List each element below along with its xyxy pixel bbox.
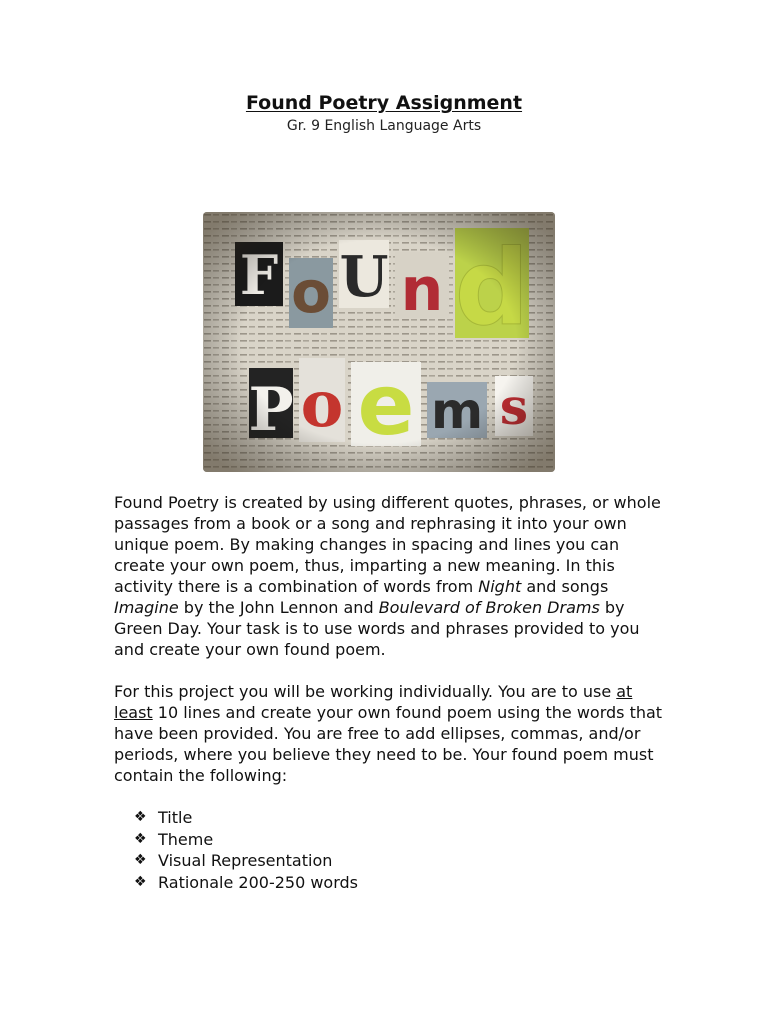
emphasis-at-least: at least [114,682,633,722]
title-night: Night [478,577,522,596]
intro-paragraph: Found Poetry is created by using different quotes, phrases, or whole passages from a book or a song and rephrasing it into your own unique poem. By making changes in spacing and lines you can create your own poem, thus, imparting a new meaning. In this activity there is a combination of words from Night and songs Imagine by the John Lennon and Boulevard of Broken Drams by Green Day. Your task is to use words and phrases provided to you and create your own found poem. [114,493,661,659]
found-poems-image [203,212,555,472]
diamond-bullet-icon: ❖ [134,809,147,826]
instructions-paragraph: For this project you will be working individually. You are to use at least 10 lines and create your own found poem using the words that have been provided. You are free to add ellipses, commas, and/or periods, where you believe they need to be. Your found poem must contain the following: [114,682,663,785]
title-imagine: Imagine [114,598,179,617]
list-item: ❖ Theme [134,829,214,849]
diamond-bullet-icon: ❖ [134,852,147,869]
document-title: Found Poetry Assignment [245,92,523,114]
diamond-bullet-icon: ❖ [134,873,147,890]
diamond-bullet-icon: ❖ [134,830,147,847]
assignment-body [114,492,674,893]
list-item: ❖ Rationale 200-250 words [134,872,358,892]
list-item: ❖ Visual Representation [134,851,333,871]
list-item: ❖ Title [134,808,193,828]
title-boulevard: Boulevard of Broken Drams [378,598,600,617]
document-subtitle: Gr. 9 English Language Arts [286,118,482,134]
requirements-list [114,807,674,893]
